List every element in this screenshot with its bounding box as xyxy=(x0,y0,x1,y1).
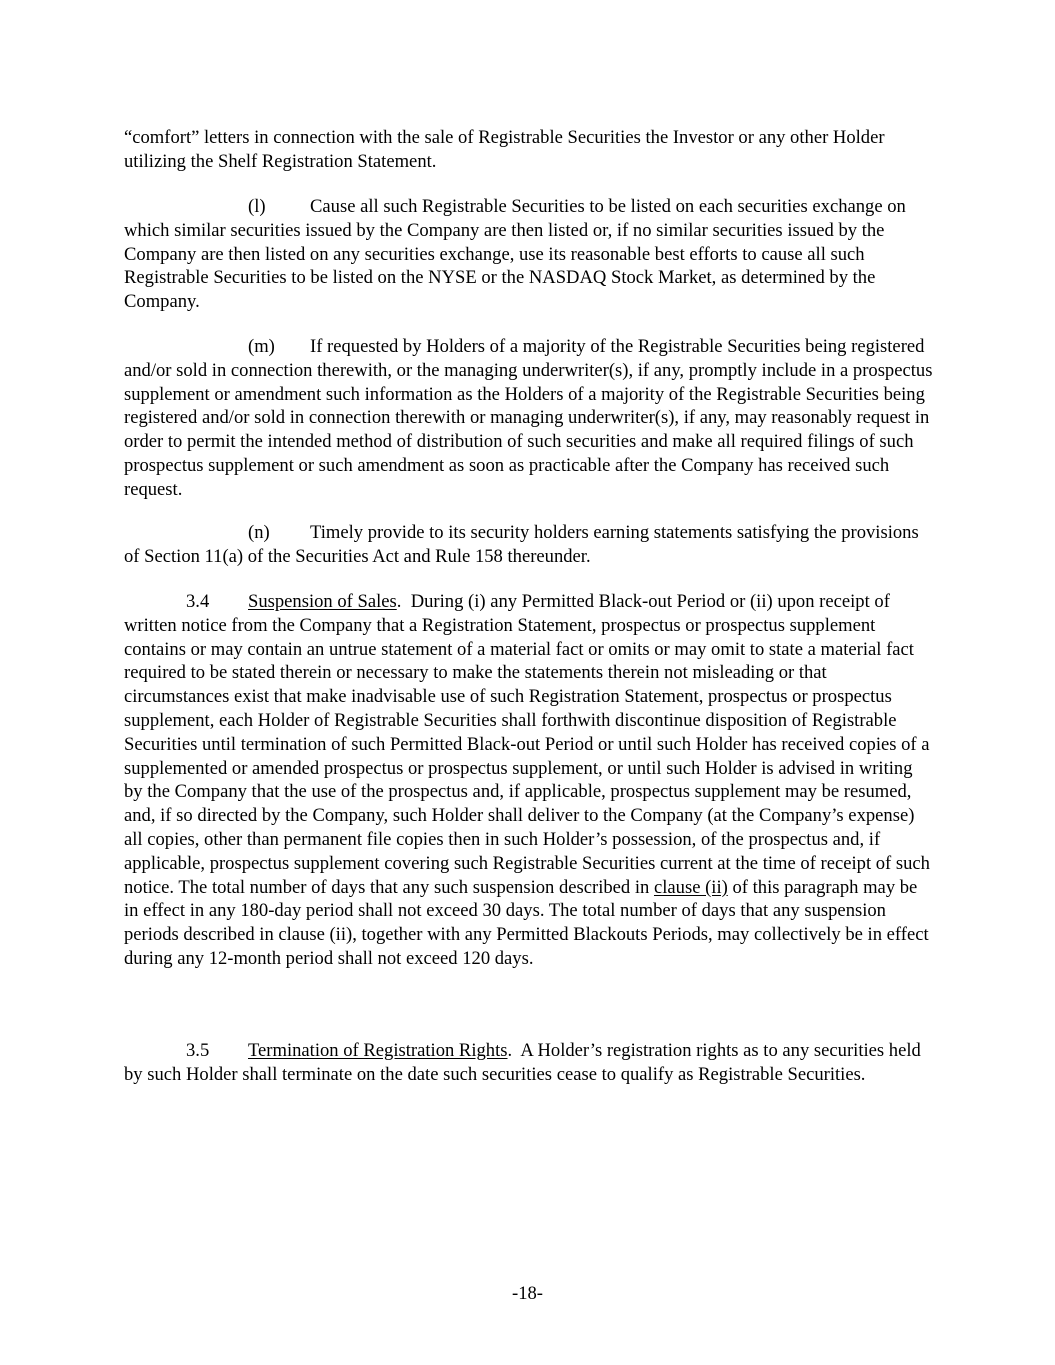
item-m-text: If requested by Holders of a majority of the Registrable Securities being registered and/or sold in connection therewith, or the managing underwriter(s), if any, promptly include in a prospectus supplement or amendment such information as the Holders of a majority of the Registrable Securities being registered and/or sold in connection therewith or managing underwriter(s), if any, may reasonably request in order to permit the intended method of distribution of such securities and make all required filings of such prospectus supplement or such amendment as soon as practicable after the Company has received such request. xyxy=(124,336,933,500)
item-n-text: Timely provide to its security holders earning statements satisfying the provisions of Section 11(a) of the Securities Act and Rule 158 thereunder. xyxy=(124,522,919,567)
section-3-4-number: 3.4 xyxy=(186,591,210,612)
section-3-5-heading: Termination of Registration Rights xyxy=(248,1040,508,1061)
continuation-paragraph xyxy=(124,126,934,174)
section-3-5-text: A Holder’s registration rights as to any securities held by such Holder shall terminate on the date such securities cease to qualify as Registrable Securities. xyxy=(124,1040,921,1085)
continuation-text: “comfort” letters in connection with the sale of Registrable Securities the Investor or any other Holder utilizing the Shelf Registration Statement. xyxy=(124,127,885,172)
item-l-paragraph xyxy=(124,195,934,314)
section-3-4-heading: Suspension of Sales xyxy=(248,591,397,612)
item-n-label: (n) xyxy=(248,522,270,543)
page-number: -18- xyxy=(512,1283,543,1304)
item-l-label: (l) xyxy=(248,196,266,217)
section-3-4-paragraph: 3.4 Suspension of Sales. During (i) any Permitted Black-out Period or (ii) upon receipt of written notice from the Company that a Registration Statement, prospectus or prospectus supplement contains or may contain an untrue statement of a material fact or omits or may omit to state a material fact required to be stated therein or necessary to make the statements therein not misleading or that circumstances exist that make inadvisable use of such Registration Statement, prospectus or prospectus supplement, each Holder of Registrable Securities shall forthwith discontinue disposition of Registrable Securities until termination of such Permitted Black-out Period or until such Holder has received copies of a supplemented or amended prospectus or prospectus supplement, or until such Holder is advised in writing by the Company that the use of the prospectus and, if applicable, prospectus supplement may be resumed, and, if so directed by the Company, such Holder shall deliver to the Company (at the Company’s expense) all copies, other than permanent file copies then in such Holder’s possession, of the prospectus and, if applicable, prospectus supplement covering such Registrable Securities current at the time of receipt of such notice. The total number of days that any such suspension described in clause (ii) of this paragraph may be in effect in any 180-day period shall not exceed 30 days. The total number of days that any suspension periods described in clause (ii), together with any Permitted Blackouts Periods, may collectively be in effect during any 12-month period shall not exceed 120 days. xyxy=(124,591,930,969)
item-n-paragraph xyxy=(124,521,934,569)
section-3-4-text-part-2: of this paragraph may be in effect in any 180-day period shall not exceed 30 days. The total number of days that any suspension periods described in clause (ii), together with any Permitted Blackouts Periods, may collectively be in effect during any 12-month period shall not exceed 120 days. xyxy=(124,876,929,969)
section-3-5-number: 3.5 xyxy=(186,1040,210,1061)
section-3-4-text-part-1: During (i) any Permitted Black-out Period or (ii) upon receipt of written notice from the Company that a Registration Statement, prospectus or prospectus supplement contains or may contain an untrue statement of a material fact or omits or may omit to state a material fact required to be stated therein or necessary to make the statements therein not misleading or that circumstances exist that make inadvisable use of such Registration Statement, prospectus or prospectus supplement, each Holder of Registrable Securities shall forthwith discontinue disposition of Registrable Securities until termination of such Permitted Black-out Period or until such Holder has received copies of a supplemented or amended prospectus or prospectus supplement, or until such Holder is advised in writing by the Company that the use of the prospectus and, if applicable, prospectus supplement may be resumed, and, if so directed by the Company, such Holder shall deliver to the Company (at the Company’s expense) all copies, other than permanent file copies then in such Holder’s possession, of the prospectus and, if applicable, prospectus supplement covering such Registrable Securities current at the time of receipt of such notice. The total number of days that any such suspension described in xyxy=(124,591,930,898)
clause-ii-reference: clause (ii) xyxy=(653,876,728,898)
item-m-paragraph xyxy=(124,335,934,502)
section-3-5-paragraph: 3.5 Termination of Registration Rights. A Holder’s registration rights as to any securities held by such Holder shall terminate on the date such securities cease to qualify as Registrable Securities. xyxy=(124,1040,921,1085)
item-l-text: Cause all such Registrable Securities to be listed on each securities exchange on which similar securities issued by the Company are then listed or, if no similar securities issued by the Company are then listed on any securities exchange, use its reasonable best efforts to cause all such Registrable Securities to be listed on the NYSE or the NASDAQ Stock Market, as determined by the Company. xyxy=(124,196,906,313)
item-m-label: (m) xyxy=(248,336,275,357)
